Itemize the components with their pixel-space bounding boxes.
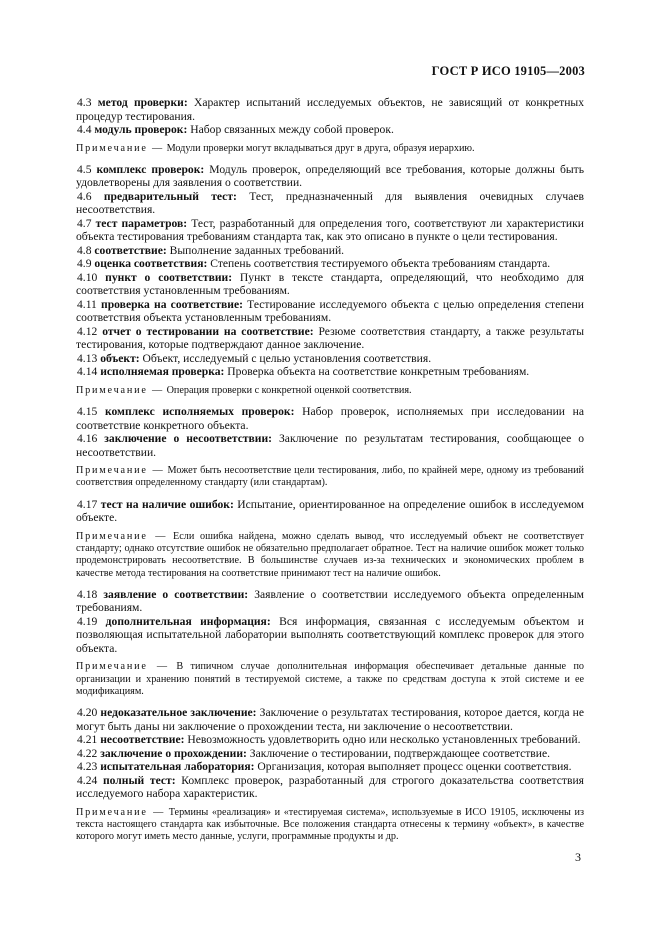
note-label: Примечание — — [76, 806, 166, 818]
term-definition: Характер испытаний исследуемых объектов, не зависящий от конкретных процедур тестирования. — [76, 96, 584, 123]
term-item — [76, 257, 584, 271]
term-name: проверка на соответствие: — [96, 297, 243, 311]
term-item — [76, 365, 584, 379]
term-definition: Организация, которая выполняет процесс оценки соответствия. — [254, 760, 572, 774]
term-definition: Объект, исследуемый с целью установления соответствия. — [139, 351, 432, 365]
term-item — [76, 760, 584, 774]
term-number: 4.17 — [77, 497, 98, 511]
term-name: полный тест: — [97, 773, 176, 787]
term-name: заключение о несоответствии: — [97, 432, 273, 446]
term-name: модуль проверок: — [91, 123, 188, 136]
term-number: 4.11 — [77, 297, 97, 311]
term-item — [76, 733, 584, 747]
term-item — [76, 405, 584, 432]
term-name: пункт о соответствии: — [97, 270, 233, 284]
term-definition: Невозможность удовлетворить одно или несколько установленных требований. — [184, 733, 581, 747]
term-name: комплекс проверок: — [91, 162, 205, 176]
term-definition: Пункт в тексте стандарта, определяющий, что необходимо для соответствия установленным требованиям. — [76, 270, 584, 298]
term-number: 4.5 — [77, 162, 92, 176]
term-name: оценка соответствия: — [91, 257, 208, 271]
term-name: комплекс исполняемых проверок: — [97, 405, 295, 419]
term-name: отчет о тестировании на соответствие: — [97, 324, 314, 338]
term-number: 4.9 — [77, 257, 92, 271]
term-name: тест на наличие ошибок: — [97, 497, 234, 511]
term-name: соответствие: — [91, 243, 167, 257]
term-definition: Заявление о соответствии исследуемого объекта определенным требованиям. — [76, 587, 584, 615]
term-number: 4.15 — [77, 405, 98, 419]
term-number: 4.4 — [77, 123, 92, 136]
term-definition: Заключение о результатах тестирования, которое дается, когда не могут быть даны ни заключение о прохождении теста, ни заключение о несоответствии. — [76, 706, 584, 733]
note-text: Термины «реализация» и «тестируемая система», используемые в ИСО 19105, исключены из текста настоящего стандарта как избыточные. Все положения стандарта отнесены к термину «объект», в качестве которого могут иметь место данные, услуги, программные продукты и др. — [76, 806, 584, 843]
term-number: 4.12 — [77, 324, 98, 338]
term-definition: Заключение по результатам тестирования, сообщающее о несоответствии. — [76, 432, 584, 459]
term-item — [76, 271, 584, 298]
note — [76, 661, 584, 698]
term-item — [76, 747, 584, 761]
term-number: 4.10 — [77, 270, 98, 284]
term-name: предварительный тест: — [91, 189, 237, 203]
note-label: Примечание — — [76, 384, 165, 396]
note — [76, 385, 584, 397]
note — [76, 531, 584, 580]
term-name: метод проверки: — [91, 96, 188, 109]
term-definition: Набор связанных между собой проверок. — [187, 123, 394, 136]
term-name: исполняемая проверка: — [97, 365, 225, 379]
note — [76, 465, 584, 490]
term-definition: Вся информация, связанная с исследуемым объектом и позволяющая испытательной лаборатории выполнять соответствующий комплекс проверок для этого объекта. — [76, 614, 584, 655]
term-number: 4.19 — [77, 614, 98, 628]
term-definition: Заключение о тестировании, подтверждающее соответствие. — [246, 746, 551, 760]
term-number: 4.6 — [77, 189, 92, 203]
term-name: заявление о соответствии: — [97, 587, 249, 601]
term-item — [76, 96, 584, 123]
note-text: Если ошибка найдена, можно сделать вывод, что исследуемый объект не соответствует стандарту; однако отсутствие ошибок не обязательно предполагает обратное. Тест на наличие ошибок может только продемонстрировать несоответствие. В большинстве случаев из-за технических и экономических проблем в качестве метода тестирования на соответствие принимают тест на наличие ошибок. — [76, 530, 584, 579]
term-item — [76, 615, 584, 656]
document-header: ГОСТ Р ИСО 19105—2003 — [431, 64, 585, 78]
term-number: 4.14 — [77, 365, 98, 379]
term-number: 4.22 — [77, 746, 98, 760]
term-item — [76, 432, 584, 459]
term-number: 4.7 — [77, 216, 92, 230]
term-name: недоказательное заключение: — [97, 706, 257, 720]
term-item — [76, 217, 584, 244]
note-text: В типичном случае дополнительная информация обеспечивает детальные данные по организации и хранению понятий в тестируемой системе, а также по средствам доступа к этой системе и ее модификациям. — [76, 661, 584, 697]
term-item — [76, 244, 584, 258]
term-definition: Тест, разработанный для определения того, соответствуют ли характеристики объекта тестирования требованиям стандарта так, как это описано в пункте о цели тестирования. — [76, 216, 584, 244]
note — [76, 807, 584, 844]
term-item — [76, 123, 584, 137]
note-text: Операция проверки с конкретной оценкой соответствия. — [164, 384, 412, 396]
term-definition: Выполнение заданных требований. — [166, 243, 345, 257]
term-definition: Тестирование исследуемого объекта с целью определения степени соответствия объекта установленным требованиям. — [76, 297, 584, 325]
note-text: Модули проверки могут вкладываться друг в друга, образуя иерархию. — [164, 142, 475, 154]
term-item — [76, 588, 584, 615]
term-number: 4.16 — [77, 432, 98, 446]
term-item — [76, 774, 584, 801]
term-definition: Резюме соответствия стандарту, а также результаты тестирования, которые подтверждают данное заключение. — [76, 324, 584, 352]
term-name: испытательная лаборатория: — [97, 760, 255, 774]
term-number: 4.13 — [77, 351, 98, 365]
term-name: заключение о прохождении: — [97, 746, 247, 760]
note-label: Примечание — — [76, 142, 165, 154]
term-name: дополнительная информация: — [97, 614, 271, 628]
term-number: 4.21 — [77, 733, 98, 747]
term-definition: Комплекс проверок, разработанный для строгого доказательства соответствия исследуемого набора характеристик. — [76, 773, 584, 801]
term-name: объект: — [97, 351, 140, 365]
term-definition: Испытание, ориентированное на определение ошибок в исследуемом объекте. — [76, 497, 584, 525]
term-definition: Модуль проверок, определяющий все требования, которые должны быть удовлетворены для заявления о соответствии. — [76, 162, 584, 190]
term-item — [76, 163, 584, 190]
term-item — [76, 298, 584, 325]
term-item — [76, 325, 584, 352]
note-label: Примечание — — [76, 661, 169, 673]
term-number: 4.24 — [77, 773, 98, 787]
term-definition: Степень соответствия тестируемого объекта требованиям стандарта. — [207, 257, 551, 271]
note-text: Может быть несоответствие цели тестирования, либо, по крайней мере, одному из требований соответствия определенному стандарту (или стандартам). — [76, 465, 584, 489]
term-item — [76, 498, 584, 525]
note — [76, 143, 584, 155]
terms-content — [76, 96, 584, 852]
note-label: Примечание — — [76, 465, 165, 477]
term-number: 4.8 — [77, 243, 92, 257]
term-number: 4.18 — [77, 587, 98, 601]
term-definition: Тест, предназначенный для выявления очевидных случаев несоответствия. — [76, 189, 584, 217]
page-number: 3 — [575, 850, 581, 864]
term-number: 4.23 — [77, 760, 98, 774]
term-item — [76, 706, 584, 733]
term-item — [76, 352, 584, 366]
note-label: Примечание — — [76, 530, 168, 542]
term-name: тест параметров: — [91, 216, 188, 230]
term-name: несоответствие: — [97, 733, 185, 747]
term-number: 4.20 — [77, 706, 98, 720]
term-item — [76, 190, 584, 217]
term-definition: Проверка объекта на соответствие конкретным требованиям. — [224, 365, 530, 379]
term-number: 4.3 — [77, 96, 92, 109]
term-definition: Набор проверок, исполняемых при исследовании на соответствие конкретного объекта. — [76, 405, 585, 432]
